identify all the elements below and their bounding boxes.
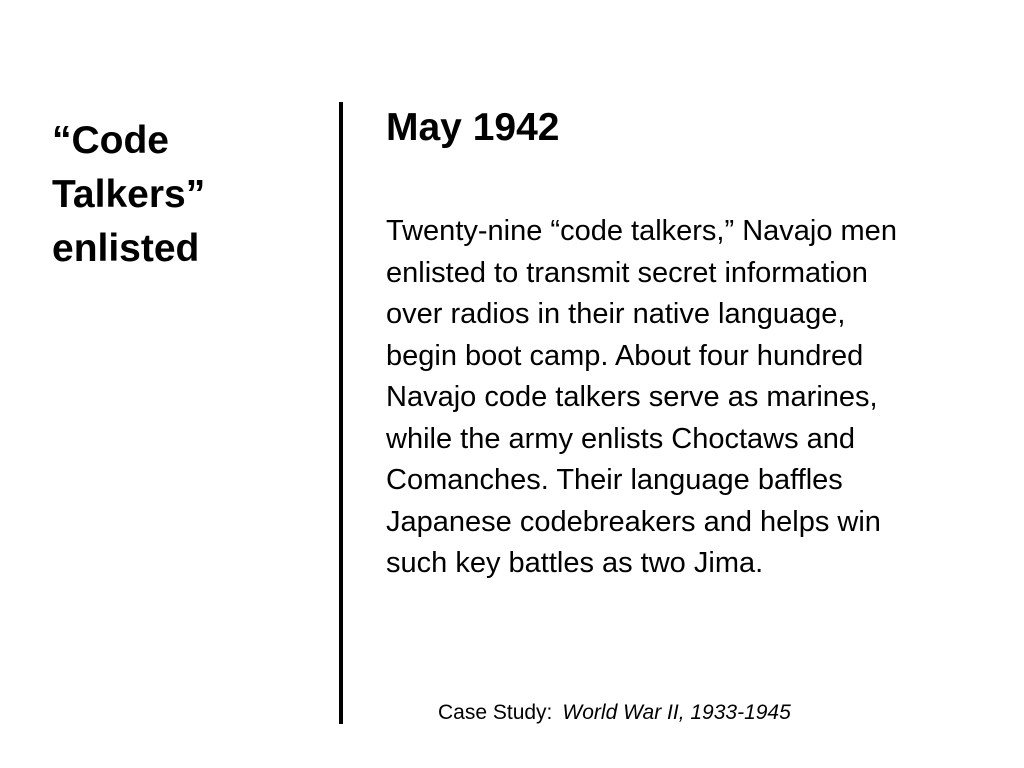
body-line: Navajo code talkers serve as marines, <box>386 381 878 413</box>
footer-book-title: World War II, 1933-1945 <box>562 701 791 724</box>
body-line: while the army enlists Choctaws and <box>386 422 856 455</box>
slide-title <box>52 114 322 276</box>
body-line: enlisted to transmit secret information <box>386 256 868 289</box>
title-line: Talkers” <box>52 173 206 216</box>
body-paragraph <box>386 211 1006 585</box>
body-line: Comanches. Their language baffles <box>386 464 843 496</box>
body-line: Twenty-nine “code talkers,” Navajo men <box>386 215 897 247</box>
title-line: “Code <box>52 119 169 162</box>
body-line: Japanese codebreakers and helps win <box>386 505 881 538</box>
footer-caption <box>438 699 791 727</box>
footer-label: Case Study: <box>438 701 553 724</box>
vertical-divider <box>339 102 343 724</box>
body-line: such key battles as two Jima. <box>386 547 764 579</box>
title-line: enlisted <box>52 227 200 270</box>
body-line: begin boot camp. About four hundred <box>386 339 864 372</box>
date-heading: May 1942 <box>386 106 560 149</box>
body-line: over radios in their native language, <box>386 298 846 330</box>
